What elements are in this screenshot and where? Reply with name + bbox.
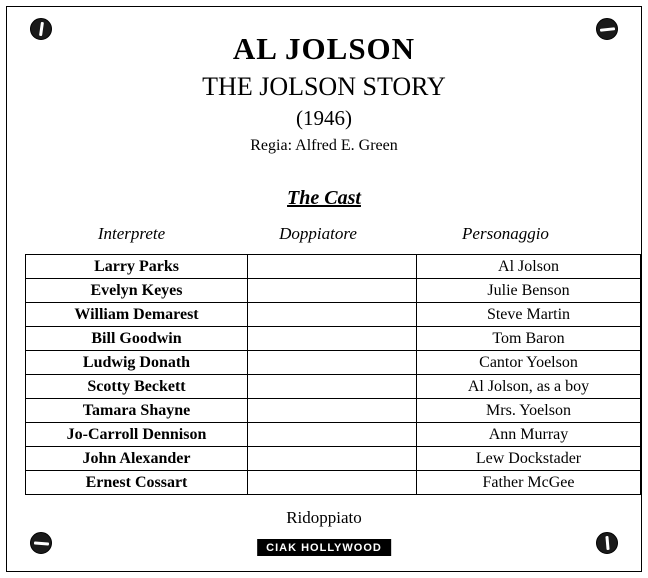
- cell-doppiatore: [248, 447, 417, 471]
- cell-personaggio: Cantor Yoelson: [417, 351, 641, 375]
- cell-personaggio: Tom Baron: [417, 327, 641, 351]
- screw-head-bottom-left-icon: [30, 532, 52, 554]
- cell-personaggio: Steve Martin: [417, 303, 641, 327]
- page-title: AL JOLSON: [232, 31, 416, 66]
- table-row: [26, 375, 641, 399]
- table-row: [26, 447, 641, 471]
- cell-doppiatore: [248, 471, 417, 495]
- ciak-hollywood-logo: CIAK HOLLYWOOD: [257, 539, 391, 556]
- cast-column-headers: [25, 224, 613, 244]
- cell-personaggio: Father McGee: [417, 471, 641, 495]
- table-row: [26, 303, 641, 327]
- film-director: Regia: Alfred E. Green: [250, 136, 398, 154]
- cell-personaggio: Julie Benson: [417, 279, 641, 303]
- cell-interprete: John Alexander: [26, 447, 248, 471]
- document-content: [22, 14, 626, 528]
- film-year: (1946): [296, 105, 352, 130]
- cast-table: [25, 254, 641, 495]
- cell-personaggio: Lew Dockstader: [417, 447, 641, 471]
- footnote: Ridoppiato: [286, 508, 362, 528]
- column-header-doppiatore: Doppiatore: [279, 224, 357, 244]
- cell-personaggio: Mrs. Yoelson: [417, 399, 641, 423]
- cell-interprete: Jo-Carroll Dennison: [26, 423, 248, 447]
- table-row: [26, 351, 641, 375]
- cell-personaggio: Al Jolson, as a boy: [417, 375, 641, 399]
- cell-doppiatore: [248, 375, 417, 399]
- column-header-personaggio: Personaggio: [462, 224, 549, 244]
- cell-interprete: Scotty Beckett: [26, 375, 248, 399]
- screw-head-bottom-right-icon: [596, 532, 618, 554]
- cell-interprete: Larry Parks: [26, 255, 248, 279]
- column-header-interprete: Interprete: [97, 224, 166, 244]
- cell-doppiatore: [248, 423, 417, 447]
- cast-heading: The Cast: [287, 187, 361, 210]
- film-title: THE JOLSON STORY: [202, 72, 446, 102]
- table-row: [26, 399, 641, 423]
- table-row: [26, 279, 641, 303]
- cell-doppiatore: [248, 327, 417, 351]
- cell-interprete: Ernest Cossart: [26, 471, 248, 495]
- table-row: [26, 255, 641, 279]
- cell-doppiatore: [248, 255, 417, 279]
- cell-doppiatore: [248, 399, 417, 423]
- cell-personaggio: Ann Murray: [417, 423, 641, 447]
- table-row: [26, 423, 641, 447]
- table-row: [26, 327, 641, 351]
- table-row: [26, 471, 641, 495]
- cell-doppiatore: [248, 303, 417, 327]
- cell-interprete: Ludwig Donath: [26, 351, 248, 375]
- cell-interprete: Bill Goodwin: [26, 327, 248, 351]
- cell-interprete: William Demarest: [26, 303, 248, 327]
- cell-doppiatore: [248, 279, 417, 303]
- cell-doppiatore: [248, 351, 417, 375]
- cell-personaggio: Al Jolson: [417, 255, 641, 279]
- cell-interprete: Tamara Shayne: [26, 399, 248, 423]
- cell-interprete: Evelyn Keyes: [26, 279, 248, 303]
